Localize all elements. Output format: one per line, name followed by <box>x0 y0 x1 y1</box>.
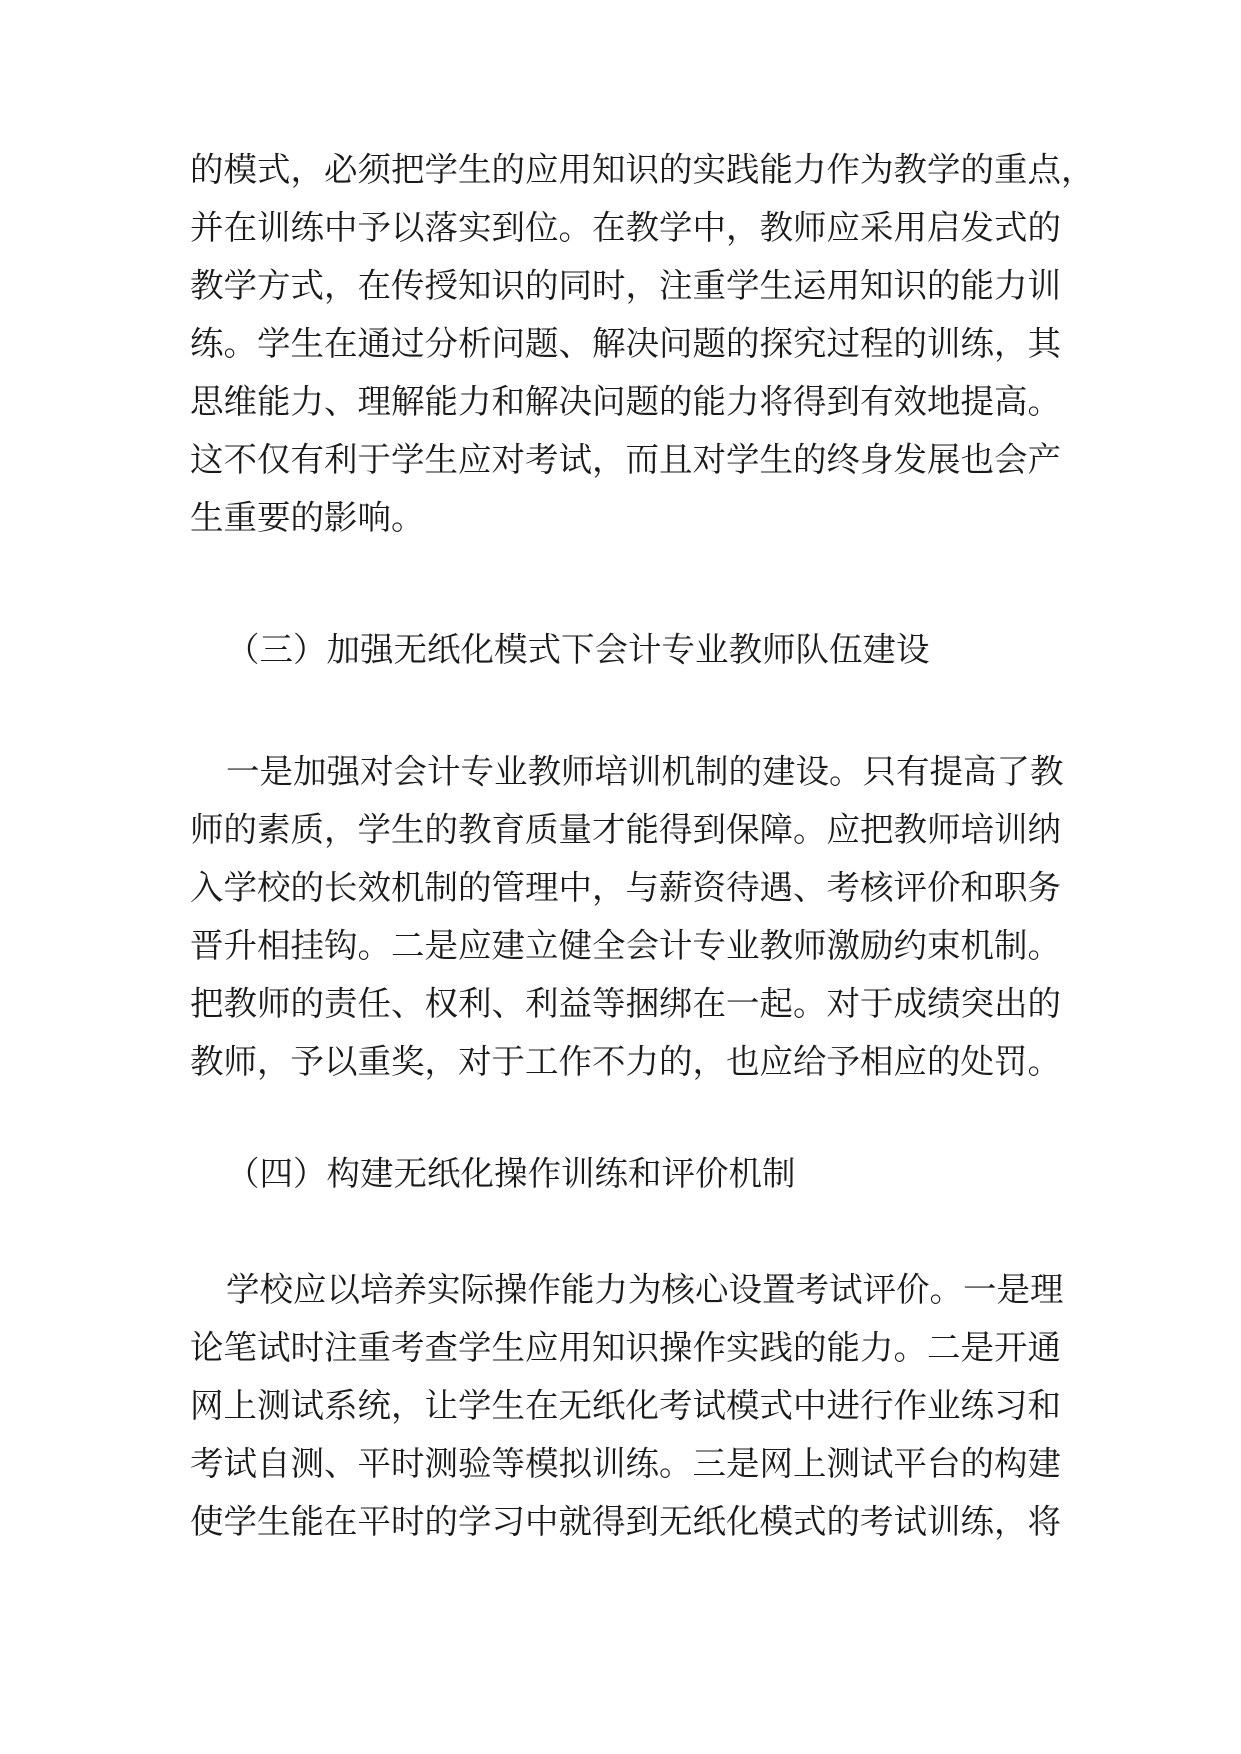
text-line: 练。学生在通过分析问题、解决问题的探究过程的训练，其 <box>190 324 1061 363</box>
text-line: 考试自测、平时测验等模拟训练。三是网上测试平台的构建 <box>190 1444 1061 1483</box>
text-line: 论笔试时注重考查学生应用知识操作实践的能力。二是开通 <box>190 1328 1061 1367</box>
text-line: 并在训练中予以落实到位。在教学中，教师应采用启发式的 <box>190 208 1061 247</box>
text-line: 教师，予以重奖，对于工作不力的，也应给予相应的处罚。 <box>190 1042 1061 1081</box>
text-line: 网上测试系统，让学生在无纸化考试模式中进行作业练习和 <box>190 1386 1061 1425</box>
text-line: 一是加强对会计专业教师培训机制的建设。只有提高了教 <box>226 752 1064 791</box>
text-line: 入学校的长效机制的管理中，与薪资待遇、考核评价和职务 <box>190 868 1061 907</box>
text-line: 这不仅有利于学生应对考试，而且对学生的终身发展也会产 <box>190 440 1061 479</box>
text-line: 师的素质，学生的教育质量才能得到保障。应把教师培训纳 <box>190 810 1061 849</box>
text-line: 教学方式，在传授知识的同时，注重学生运用知识的能力训 <box>190 266 1061 305</box>
section-heading-3: （三）加强无纸化模式下会计专业教师队伍建设 <box>226 630 930 669</box>
text-line: 晋升相挂钩。二是应建立健全会计专业教师激励约束机制。 <box>190 926 1061 965</box>
section-heading-4: （四）构建无纸化操作训练和评价机制 <box>226 1154 796 1193</box>
text-line: 把教师的责任、权利、利益等捆绑在一起。对于成绩突出的 <box>190 984 1061 1023</box>
text-line: 思维能力、理解能力和解决问题的能力将得到有效地提高。 <box>190 382 1061 421</box>
text-line: 使学生能在平时的学习中就得到无纸化模式的考试训练，将 <box>190 1502 1061 1541</box>
text-line: 的模式，必须把学生的应用知识的实践能力作为教学的重点， <box>190 150 1095 189</box>
text-line: 生重要的影响。 <box>190 498 425 537</box>
text-line: 学校应以培养实际操作能力为核心设置考试评价。一是理 <box>226 1270 1064 1309</box>
